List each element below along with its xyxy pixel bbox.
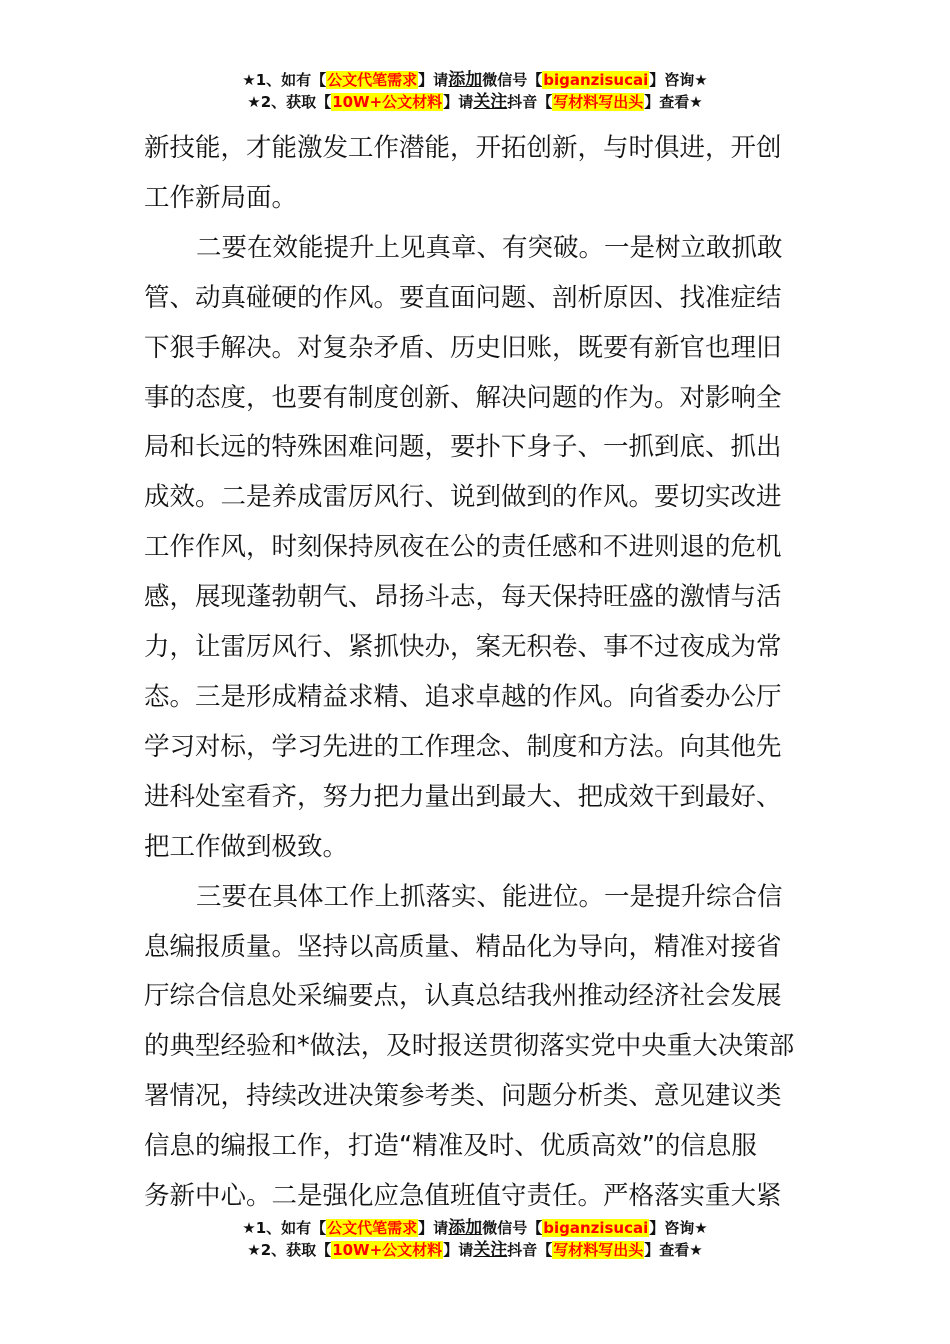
text-line: 息编报质量。坚持以高质量、精品化为导向，精准对接省 [144, 931, 782, 962]
text-line: 进科处室看齐，努力把力量出到最大、把成效干到最好、 [144, 781, 782, 812]
promo-highlight: 公文代笔需求 [327, 1219, 418, 1237]
promo-highlight: 10W+公文材料 [332, 93, 443, 111]
paragraph-start-line: 三要在具体工作上抓落实、能进位。一是提升综合信 [196, 881, 783, 912]
text-line: 厅综合信息处采编要点，认真总结我州推动经济社会发展 [144, 981, 782, 1012]
text-line: 务新中心。二是强化应急值班值守责任。严格落实重大紧 [144, 1181, 782, 1212]
text-line: 署情况，持续改进决策参考类、问题分析类、意见建议类 [144, 1081, 782, 1112]
text-line: 力，让雷厉风行、紧抓快办，案无积卷、事不过夜成为常 [144, 632, 782, 663]
promo-highlight: biganzisucai [543, 71, 649, 89]
footer-promo-banner [0, 1217, 950, 1261]
header-promo-banner [0, 69, 950, 113]
text-line: 下狠手解决。对复杂矛盾、历史旧账，既要有新官也理旧 [144, 332, 782, 363]
text-line: 感，展现蓬勃朝气、昂扬斗志，每天保持旺盛的激情与活 [144, 582, 782, 613]
promo-line-1: ★1、如有【公文代笔需求】请添加微信号【biganzisucai】咨询★ [242, 70, 708, 90]
text-line: 信息的编报工作，打造“精准及时、优质高效”的信息服 [144, 1131, 757, 1162]
text-line: 成效。二是养成雷厉风行、说到做到的作风。要切实改进 [144, 482, 782, 513]
text-line: 工作作风，时刻保持夙夜在公的责任感和不进则退的危机 [144, 532, 782, 563]
promo-line-1: ★1、如有【公文代笔需求】请添加微信号【biganzisucai】咨询★ [242, 1218, 708, 1238]
promo-highlight: 10W+公文材料 [332, 1241, 443, 1259]
promo-highlight: biganzisucai [543, 1219, 649, 1237]
text-line: 局和长远的特殊困难问题，要扑下身子、一抓到底、抓出 [144, 432, 782, 463]
promo-highlight: 写材料写出头 [553, 1241, 644, 1259]
document-body [144, 124, 808, 1222]
promo-highlight: 公文代笔需求 [327, 71, 418, 89]
text-line: 新技能，才能激发工作潜能，开拓创新，与时俱进，开创 [144, 133, 782, 163]
text-line: 事的态度，也要有制度创新、解决问题的作为。对影响全 [144, 382, 782, 413]
text-line: 把工作做到极致。 [144, 831, 349, 862]
promo-highlight: 写材料写出头 [553, 93, 644, 111]
text-line: 工作新局面。 [144, 182, 298, 213]
promo-line-2: ★2、获取【10W+公文材料】请关注抖音【写材料写出头】查看★ [247, 1240, 703, 1260]
paragraph-start-line: 二要在效能提升上见真章、有突破。一是树立敢抓敢 [196, 232, 783, 263]
text-line: 管、动真碰硬的作风。要直面问题、剖析原因、找准症结 [144, 282, 782, 313]
promo-line-2: ★2、获取【10W+公文材料】请关注抖音【写材料写出头】查看★ [247, 92, 703, 112]
text-line: 的典型经验和*做法，及时报送贯彻落实党中央重大决策部 [144, 1031, 795, 1062]
text-line: 态。三是形成精益求精、追求卓越的作风。向省委办公厅 [144, 681, 782, 712]
text-line: 学习对标，学习先进的工作理念、制度和方法。向其他先 [144, 731, 782, 762]
